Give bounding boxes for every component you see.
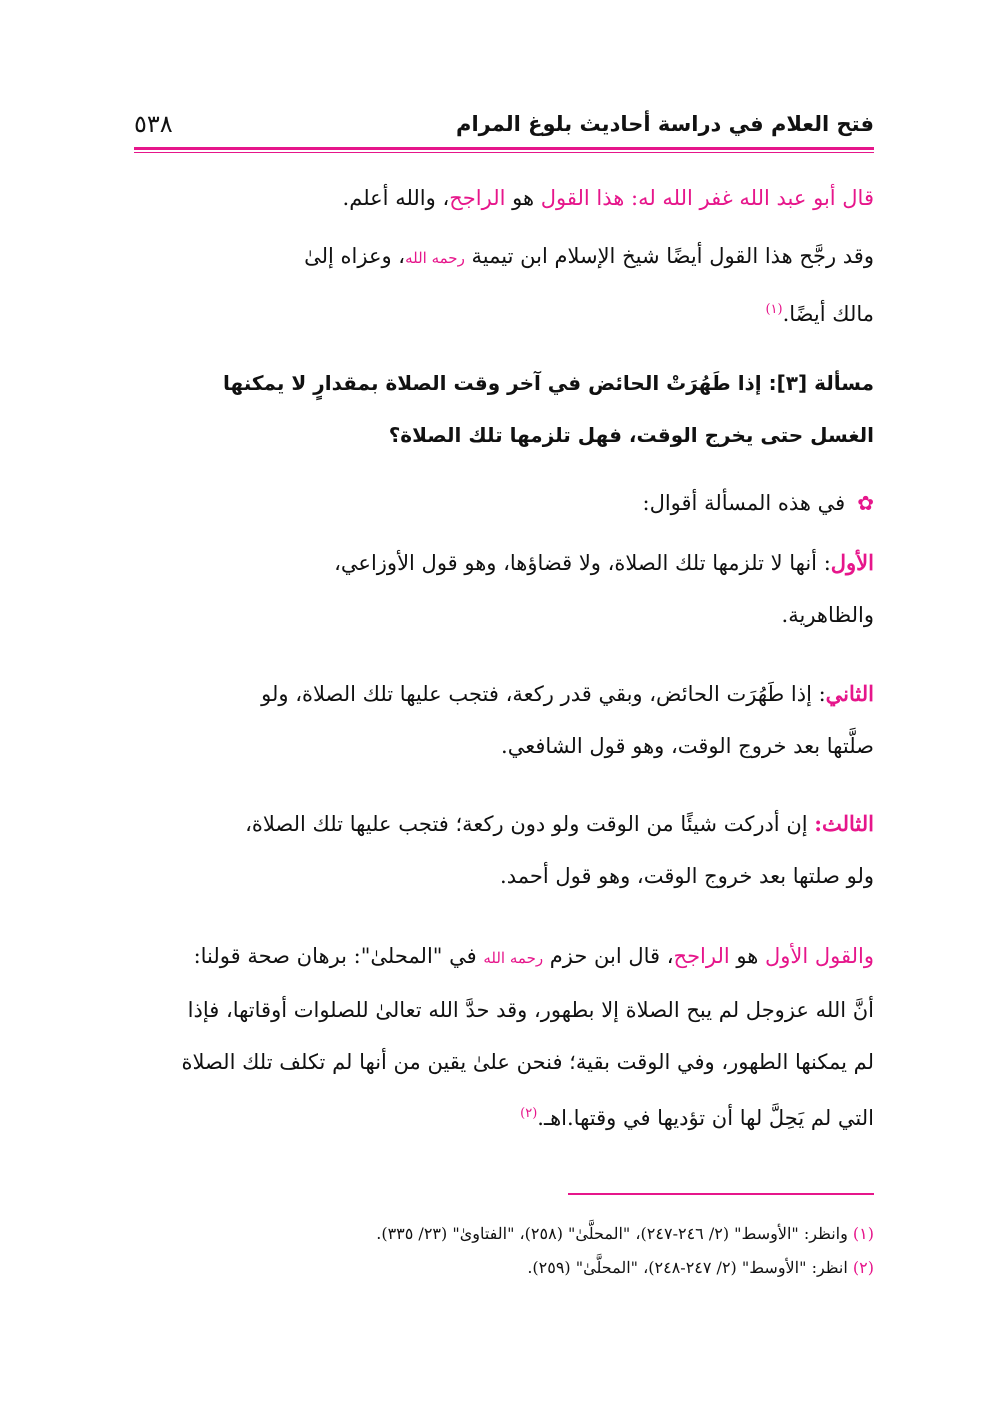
- paragraph-line: [134, 668, 874, 720]
- footnote-text: انظر: "الأوسط" (٢/ ٢٤٧-٢٤٨)، "المحلَّىٰ" (٢٥٩).: [527, 1258, 853, 1277]
- text-segment: : إذا طَهُرَت الحائض، وبقي قدر ركعة، فتجب عليها تلك الصلاة، ولو: [261, 682, 826, 706]
- paragraph-ibn-taymiyya: [134, 230, 874, 340]
- footnote-ref-2[interactable]: (٢): [520, 1106, 538, 1121]
- opinion-second: [134, 668, 874, 772]
- text-segment: ، قال ابن حزم: [549, 944, 674, 968]
- first-opinion-phrase: والقول الأول: [765, 944, 874, 968]
- paragraph-line: [134, 984, 874, 1036]
- paragraph-line: [134, 230, 874, 284]
- text-segment: ، وعزاه إلىٰ: [304, 244, 406, 268]
- honorific: رحمه الله: [483, 949, 544, 967]
- question-label: مسألة [٣]:: [768, 371, 874, 395]
- footnote-ref-1[interactable]: (١): [765, 302, 783, 317]
- text-segment: لم يمكنها الطهور، وفي الوقت بقية؛ فنحن علىٰ يقين من أنها لم تكلف تلك الصلاة: [181, 1050, 874, 1074]
- opinion-label: الثالث:: [814, 811, 874, 836]
- paragraph-line: [134, 720, 874, 772]
- text-segment: في "المحلىٰ": برهان صحة قولنا:: [193, 944, 484, 968]
- author-attribution: قال أبو عبد الله غفر الله له:: [631, 186, 874, 210]
- author-statement: [134, 172, 874, 224]
- flower-icon: ✿: [857, 491, 874, 515]
- header-rule-thin: [134, 152, 874, 153]
- text-segment: مالك أيضًا.: [782, 302, 874, 326]
- text-segment: وقد رجَّح هذا القول أيضًا شيخ الإسلام ابن تيمية: [471, 244, 874, 268]
- paragraph-line: [134, 930, 874, 984]
- paragraph-line: [134, 1036, 874, 1088]
- question-line: [134, 357, 874, 409]
- paragraph-line: [134, 589, 874, 641]
- footnote-divider: [568, 1193, 874, 1195]
- text-segment: هو: [512, 186, 535, 210]
- text-segment: هو: [729, 944, 765, 968]
- paragraph-line: [134, 537, 874, 589]
- paragraph-line: [134, 798, 874, 850]
- text-segment: صلَّتها بعد خروج الوقت، وهو قول الشافعي.: [501, 734, 874, 758]
- text-segment: ، والله أعلم.: [342, 186, 450, 210]
- question-text: إذا طَهُرَتْ الحائض في آخر وقت الصلاة بمقدارٍ لا يمكنها: [223, 371, 762, 395]
- paragraph-line: [134, 1088, 874, 1144]
- footnote-number: (١): [852, 1224, 874, 1243]
- honorific: رحمه الله: [405, 249, 465, 267]
- rajih-phrase: الراجح: [673, 944, 730, 968]
- footnote-number: (٢): [852, 1258, 874, 1277]
- question-text: الغسل حتى يخرج الوقت، فهل تلزمها تلك الصلاة؟: [388, 423, 874, 447]
- book-title: فتح العلام في دراسة أحاديث بلوغ المرام: [456, 112, 874, 136]
- question-line: [134, 409, 874, 461]
- page-header: [134, 108, 874, 148]
- quote-phrase: هذا القول: [540, 186, 625, 210]
- conclusion-paragraph: [134, 930, 874, 1144]
- footnote-text: وانظر: "الأوسط" (٢/ ٢٤٦-٢٤٧)، "المحلَّىٰ" (٢٥٨)، "الفتاوىٰ" (٢٣/ ٣٣٥).: [376, 1224, 853, 1243]
- text-segment: والظاهرية.: [781, 603, 874, 627]
- opinion-label: الثاني: [825, 681, 874, 706]
- opinion-label: الأول: [830, 550, 874, 575]
- text-segment: : أنها لا تلزمها تلك الصلاة، ولا قضاؤها، وهو قول الأوزاعي،: [334, 551, 831, 575]
- text-segment: التي لم يَحِلَّ لها أن تؤديها في وقتها.اهـ.: [537, 1106, 874, 1130]
- footnote-2: [134, 1256, 874, 1280]
- footnote-1: [134, 1222, 874, 1246]
- opinion-first: [134, 537, 874, 641]
- paragraph-line: [134, 850, 874, 902]
- opinion-third: [134, 798, 874, 902]
- text-segment: إن أدركت شيئًا من الوقت ولو دون ركعة؛ فتجب عليها تلك الصلاة،: [245, 812, 815, 836]
- header-rule-thick: [134, 147, 874, 150]
- question-heading: [134, 357, 874, 461]
- intro-text: في هذه المسألة أقوال:: [642, 491, 846, 515]
- page-number: ٥٣٨: [134, 110, 173, 138]
- text-segment: ولو صلتها بعد خروج الوقت، وهو قول أحمد.: [500, 864, 874, 888]
- opinions-intro: [134, 477, 874, 529]
- rajih-phrase: الراجح: [449, 186, 506, 210]
- paragraph-line: [134, 284, 874, 340]
- text-segment: أنَّ الله عزوجل لم يبح الصلاة إلا بطهور، وقد حدَّ الله تعالىٰ للصلوات أوقاتها، فإذا: [187, 998, 874, 1022]
